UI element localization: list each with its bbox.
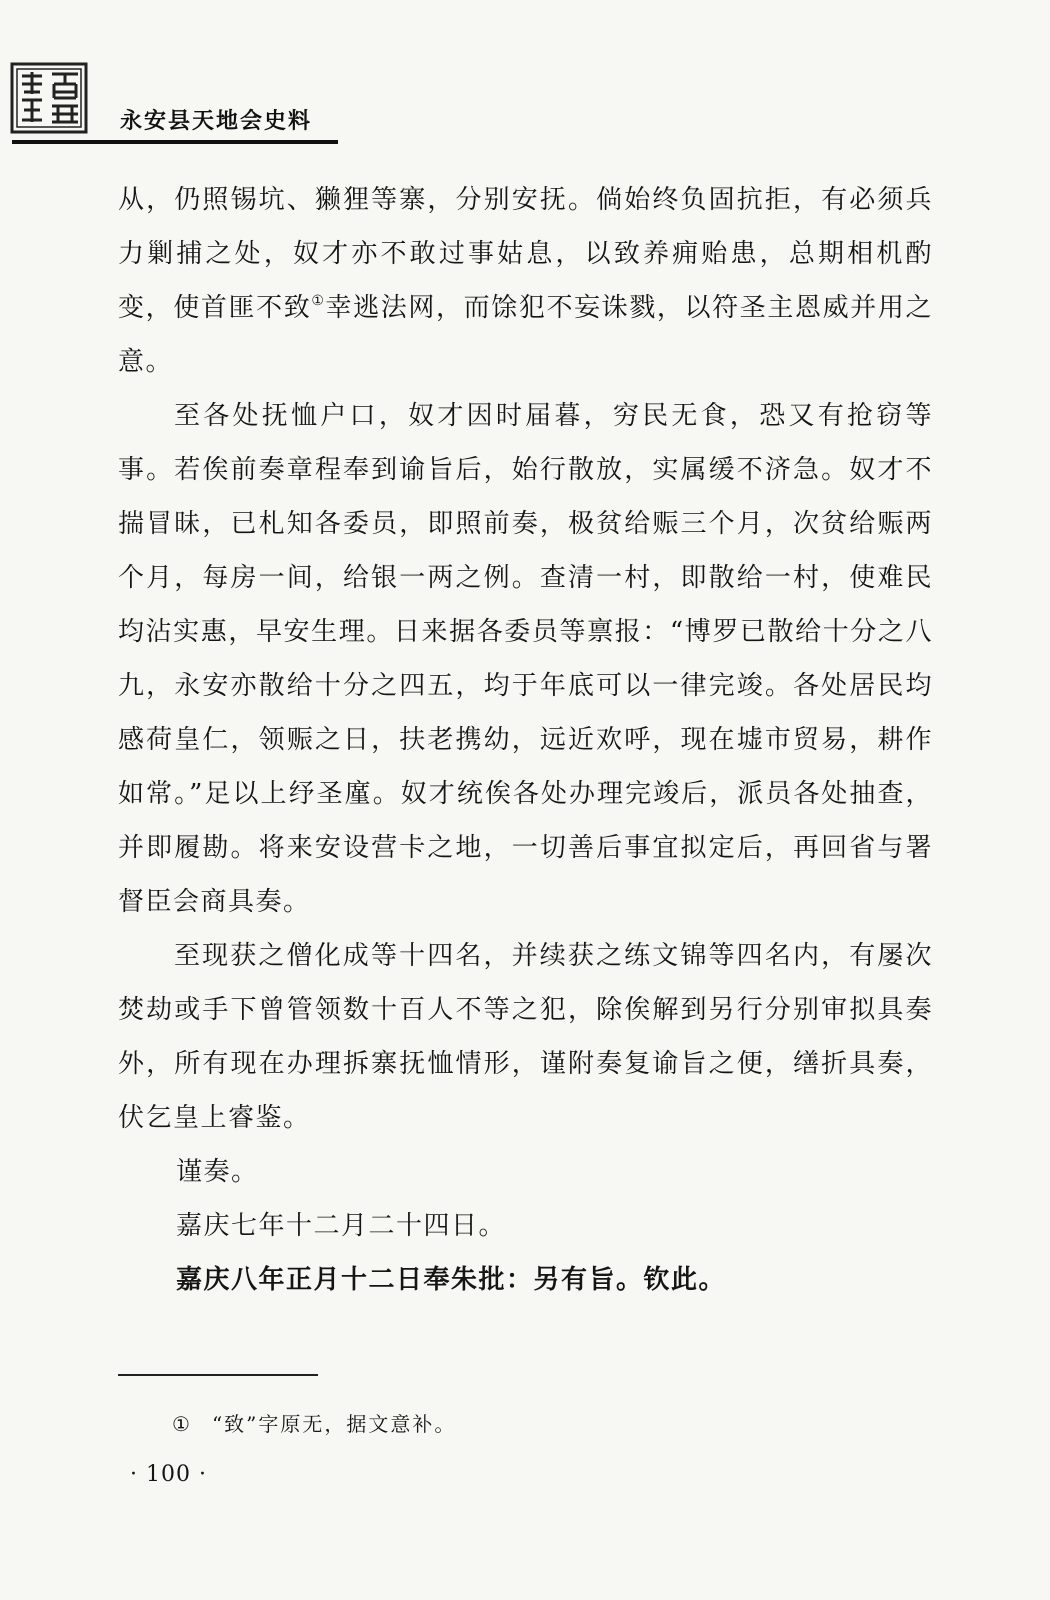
footnote-ref: ①	[311, 293, 326, 309]
paragraph-3: 至现获之僧化成等十四名，并续获之练文锦等四名内，有屡次焚劫或手下曾管领数十百人不等之犯，除俟解到另行分别审拟具奏外，所有现在办理拆寨抚恤情形，谨附奏复谕旨之便，缮折具奏，伏乞皇上睿鉴。	[118, 941, 933, 1133]
page-number: · 100 ·	[130, 1462, 207, 1487]
paragraph-1	[118, 173, 933, 389]
paragraph-1-text: 从，仍照锡坑、獭狸等寨，分别安抚。倘始终负固抗拒，有必须兵力剿捕之处，奴才亦不敢过事姑息，以致养痈贻患，总期相机酌变，使首匪不致	[118, 185, 933, 323]
footnote-mark: ①	[172, 1412, 192, 1436]
header-rule	[12, 140, 338, 144]
closing: 谨奏。	[176, 1157, 259, 1187]
seal-logo	[10, 62, 88, 134]
rescript-line: 嘉庆八年正月十二日奉朱批：另有旨。钦此。	[176, 1265, 727, 1295]
date-line: 嘉庆七年十二月二十四日。	[176, 1211, 507, 1241]
running-title: 永安县天地会史料	[120, 109, 313, 134]
footnote-text: “致”字原无，据文意补。	[211, 1412, 457, 1436]
paragraph-1-tail: 幸逃法网，而馀犯不妄诛戮，以符圣主恩威并用之意。	[118, 293, 933, 377]
paragraph-2: 至各处抚恤户口，奴才因时届暮，穷民无食，恐又有抢窃等事。若俟前奏章程奉到谕旨后，始行散放，实属缓不济急。奴才不揣冒昧，已札知各委员，即照前奏，极贫给赈三个月，次贫给赈两个月，每房一间，给银一两之例。查清一村，即散给一村，使难民均沾实惠，早安生理。日来据各委员等禀报：“博罗已散给十分之八九，永安亦散给十分之四五，均于年底可以一律完竣。各处居民均感荷皇仁，领赈之日，扶老携幼，远近欢呼，现在墟市贸易，耕作如常。”足以上纾圣廑。奴才统俟各处办理完竣后，派员各处抽查，并即履勘。将来安设营卡之地，一切善后事宜拟定后，再回省与署督臣会商具奏。	[118, 401, 933, 917]
body-text	[118, 173, 933, 1307]
footnote-rule	[118, 1374, 318, 1376]
footnote	[172, 1408, 456, 1437]
